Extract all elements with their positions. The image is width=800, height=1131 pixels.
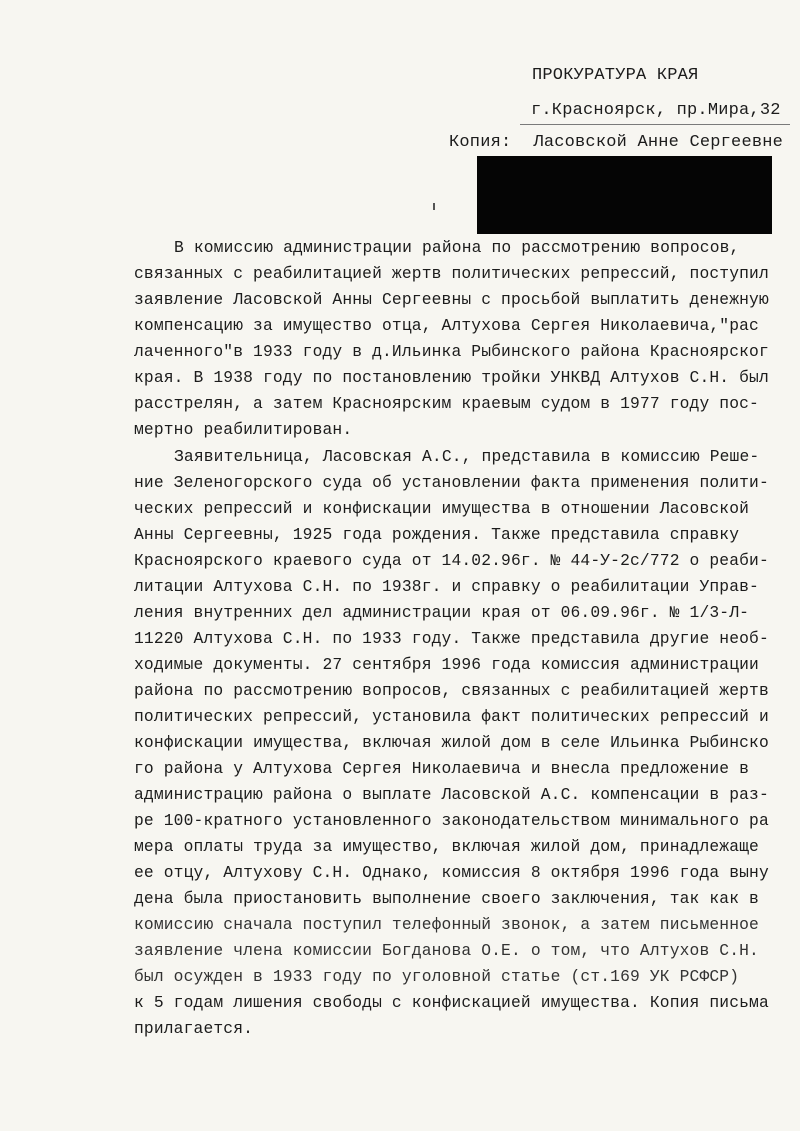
copy-recipient: Ласовской Анне Сергеевне — [533, 133, 784, 152]
body-line: Красноярского краевого суда от 14.02.96г. № 44-У-2с/772 о реаби- — [134, 551, 769, 570]
body-line: 11220 Алтухова С.Н. по 1933 году. Также представила другие необ- — [134, 629, 769, 648]
recipient-address: г.Красноярск, пр.Мира,32 — [531, 101, 781, 120]
body-line: лаченного"в 1933 году в д.Ильинка Рыбинского района Красноярског — [134, 342, 769, 361]
body-line: заявление члена комиссии Богданова О.Е. о том, что Алтухов С.Н. — [134, 941, 759, 960]
copy-label: Копия: — [449, 133, 512, 152]
body-line: ние Зеленогорского суда об установлении факта применения полити- — [134, 473, 769, 492]
body-line: компенсацию за имущество отца, Алтухова Сергея Николаевича,"рас — [134, 316, 759, 335]
body-line: был осужден в 1933 году по уголовной статье (ст.169 УК РСФСР) — [134, 967, 740, 986]
body-line: к 5 годам лишения свободы с конфискацией имущества. Копия письма — [134, 993, 769, 1012]
body-line: дена была приостановить выполнение своего заключения, так как в — [134, 889, 759, 908]
body-line: конфискации имущества, включая жилой дом в селе Ильинка Рыбинско — [134, 733, 769, 752]
body-line: ее отцу, Алтухову С.Н. Однако, комиссия 8 октября 1996 года выну — [134, 863, 769, 882]
copy-line — [449, 133, 783, 152]
body-line: В комиссию администрации района по рассмотрению вопросов, — [174, 238, 740, 257]
body-line: комиссию сначала поступил телефонный звонок, а затем письменное — [134, 915, 759, 934]
body-line: Заявительница, Ласовская А.С., представила в комиссию Реше- — [174, 447, 760, 466]
body-line: связанных с реабилитацией жертв политических репрессий, поступил — [134, 264, 769, 283]
body-line: литации Алтухова С.Н. по 1938г. и справку о реабилитации Управ- — [134, 577, 759, 596]
redaction-box — [477, 156, 772, 234]
recipient-title: ПРОКУРАТУРА КРАЯ — [532, 66, 699, 85]
body-line: расстрелян, а затем Красноярским краевым судом в 1977 году пос- — [134, 394, 759, 413]
body-line: администрацию района о выплате Ласовской А.С. компенсации в раз- — [134, 785, 769, 804]
body-line: прилагается. — [134, 1019, 254, 1038]
body-line: Анны Сергеевны, 1925 года рождения. Также представила справку — [134, 525, 740, 544]
body-line: политических репрессий, установила факт политических репрессий и — [134, 707, 769, 726]
body-line: го района у Алтухова Сергея Николаевича и внесла предложение в — [134, 759, 750, 778]
body-line: мертно реабилитирован. — [134, 420, 353, 439]
body-line: заявление Ласовской Анны Сергеевны с просьбой выплатить денежную — [134, 290, 769, 309]
body-line: ления внутренних дел администрации края от 06.09.96г. № 1/3-Л- — [134, 603, 750, 622]
body-line: ческих репрессий и конфискации имущества в отношении Ласовской — [134, 499, 750, 518]
stray-ink-mark — [433, 203, 435, 210]
body-line: ре 100-кратного установленного законодательством минимального ра — [134, 811, 769, 830]
address-underline — [520, 124, 790, 125]
body-line: края. В 1938 году по постановлению тройки УНКВД Алтухов С.Н. был — [134, 368, 769, 387]
body-line: мера оплаты труда за имущество, включая жилой дом, принадлежаще — [134, 837, 759, 856]
body-line: района по рассмотрению вопросов, связанных с реабилитацией жертв — [134, 681, 769, 700]
body-line: ходимые документы. 27 сентября 1996 года комиссия администрации — [134, 655, 759, 674]
